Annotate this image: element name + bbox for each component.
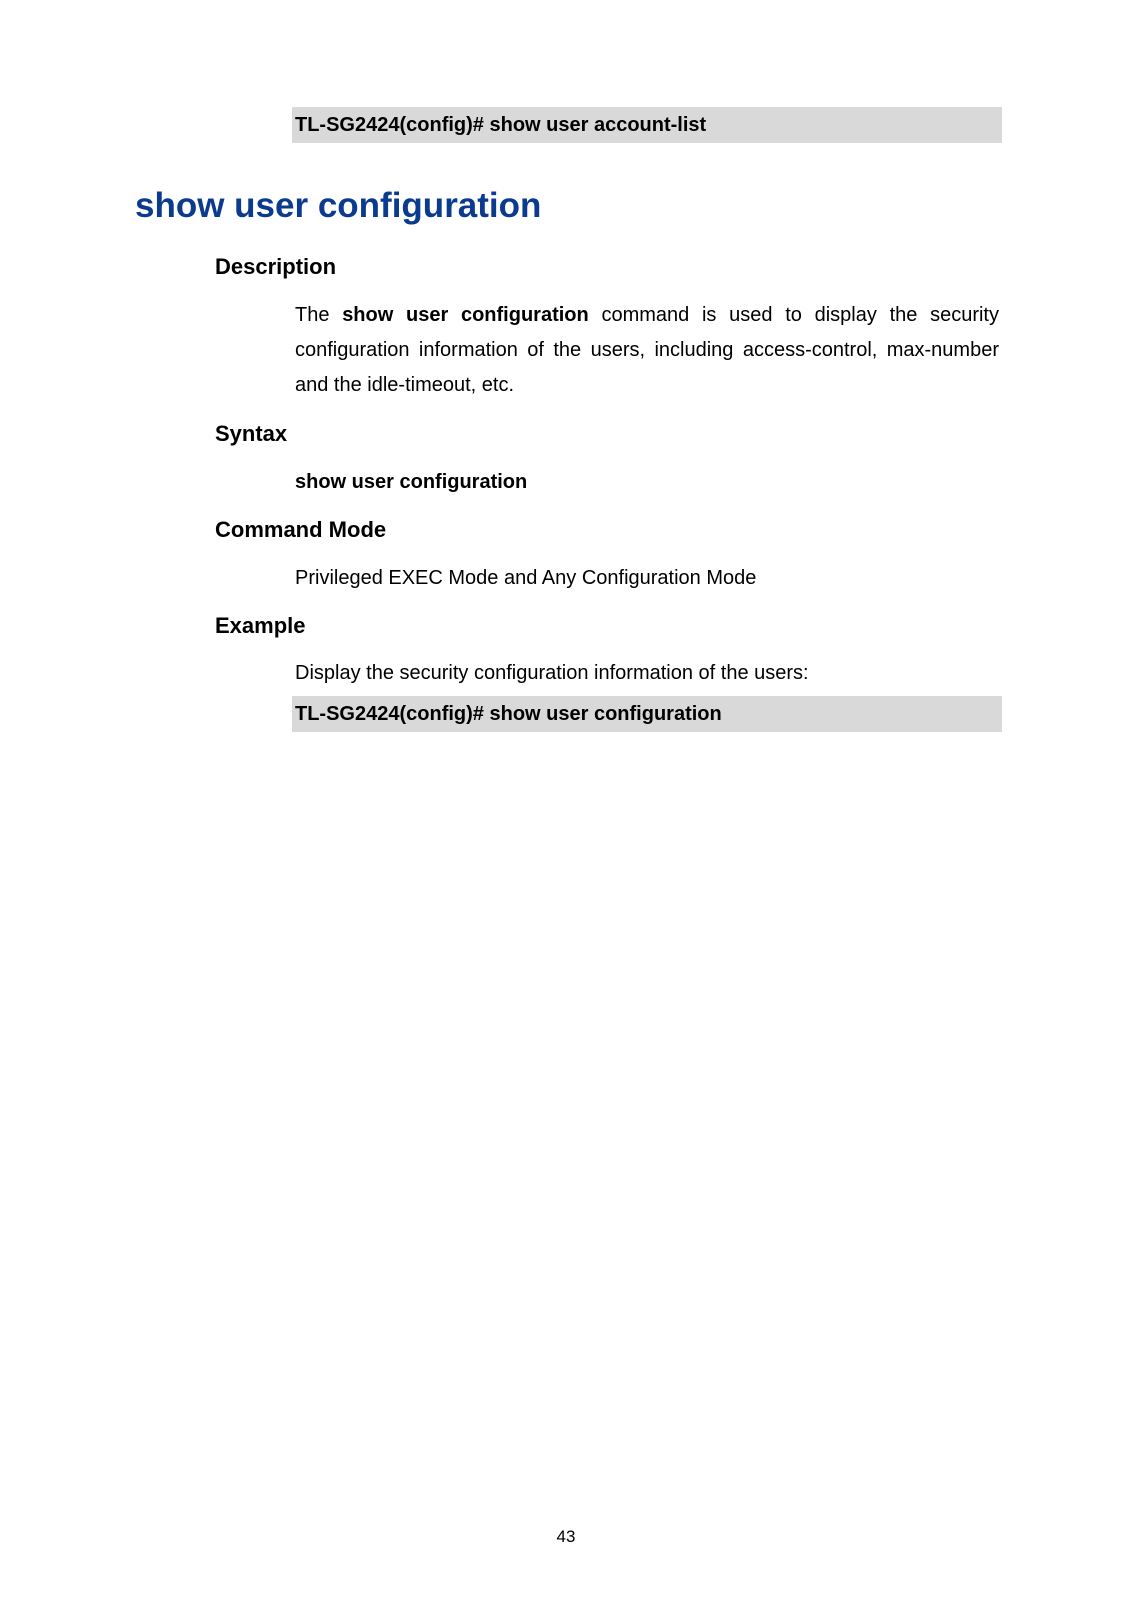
- command-mode-text: Privileged EXEC Mode and Any Configuration Mode: [295, 567, 757, 589]
- description-text: [295, 298, 999, 403]
- syntax-command: show user configuration: [295, 471, 528, 493]
- syntax-heading: Syntax: [215, 421, 288, 446]
- code-prompt: TL-SG2424(config)#: [295, 703, 484, 725]
- code-command: show user account-list: [489, 114, 707, 136]
- description-heading: Description: [215, 254, 337, 279]
- command-mode-heading: Command Mode: [215, 517, 387, 542]
- example-heading: Example: [215, 613, 306, 638]
- page-number: 43: [556, 1527, 576, 1546]
- description-lead: The: [295, 304, 330, 326]
- code-prompt: TL-SG2424(config)#: [295, 114, 484, 136]
- description-body: command is used to display the security configuration information of the users, including access-control, max-number and the idle-timeout, etc.: [295, 304, 999, 396]
- code-example-configuration: [292, 696, 1002, 732]
- description-command-name: show user configuration: [342, 304, 589, 326]
- code-command: show user configuration: [489, 703, 722, 725]
- code-example-account-list: [292, 107, 1002, 143]
- example-text: Display the security configuration information of the users:: [295, 662, 809, 684]
- page-title: show user configuration: [135, 186, 542, 225]
